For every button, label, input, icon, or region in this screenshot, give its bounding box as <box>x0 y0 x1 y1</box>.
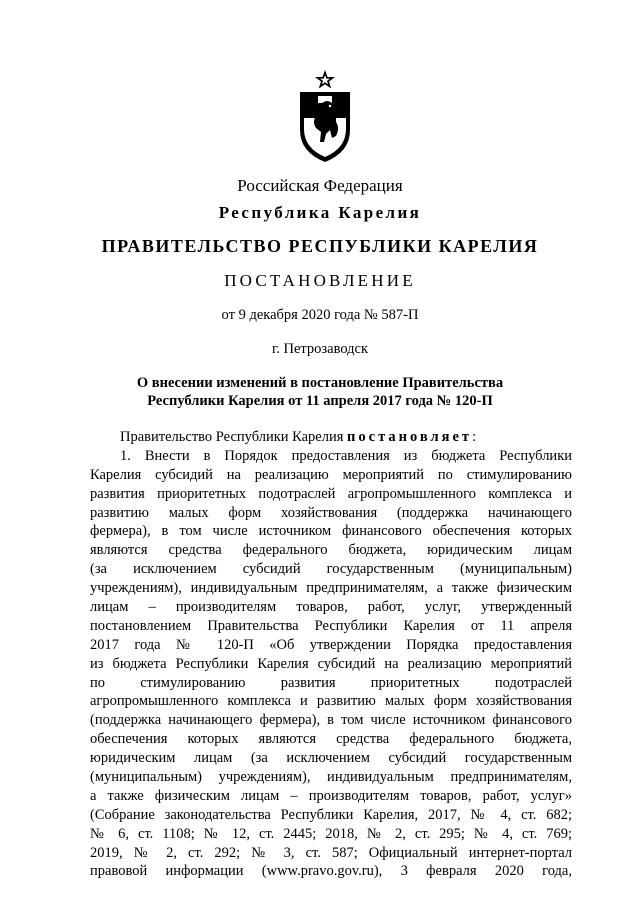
body-line: 2017 года № 120-П «Об утверждении Порядка предоставления <box>90 636 572 653</box>
country-name: Российская Федерация <box>237 176 403 195</box>
body-line: (за исключением субсидий государственным (муниципальным) <box>90 561 572 578</box>
preamble-text: Правительство Республики Карелия <box>120 429 348 445</box>
government-title: ПРАВИТЕЛЬСТВО РЕСПУБЛИКИ КАРЕЛИЯ <box>101 236 539 256</box>
body-line: (муниципальным) учреждениям), индивидуальным предпринимателям, <box>90 769 572 786</box>
document-city: г. Петрозаводск <box>271 341 369 357</box>
body-line: Карелия субсидий на реализацию мероприятий по стимулированию <box>90 466 572 483</box>
document-type: ПОСТАНОВЛЕНИЕ <box>224 271 416 290</box>
body-line: лицам – производителям товаров, работ, услуг, утвержденный <box>90 599 572 616</box>
document-subject <box>100 374 540 410</box>
body-line: (Собрание законодательства Республики Карелия, 2017, № 4, ст. 682; <box>90 806 572 823</box>
body-line: № 6, ст. 1108; № 12, ст. 2445; 2018, № 2, ст. 295; № 4, ст. 769; <box>90 825 572 842</box>
body-line: (поддержка начинающего фермера), в том числе источником финансового <box>90 712 572 729</box>
decree-word: постановляет <box>347 429 473 445</box>
body-line: развития приоритетных подотраслей агропромышленного комплекса и <box>90 485 572 502</box>
body-line: 2019, № 2, ст. 292; № 3, ст. 587; Официальный интернет-портал <box>90 844 572 861</box>
republic-name: Республика Карелия <box>218 203 422 222</box>
body-line: являются средства федерального бюджета, юридическим лицам <box>90 542 572 559</box>
body-line: постановлением Правительства Республики Карелия от 11 апреля <box>90 617 572 634</box>
body-line: а также физическим лицам – производителям товаров, работ, услуг» <box>90 787 572 804</box>
body-line: фермера), в том числе источником финансового обеспечения которых <box>90 523 572 540</box>
preamble-tail: : <box>472 429 477 445</box>
karelia-coat-of-arms-icon <box>296 68 354 164</box>
document-date-number: от 9 декабря 2020 года № 587-П <box>221 307 419 323</box>
body-line: 1. Внести в Порядок предоставления из бюджета Республики <box>120 447 572 464</box>
body-line: из бюджета Республики Карелия субсидий на реализацию мероприятий <box>90 655 572 672</box>
body-line: агропромышленного комплекса и развитию малых форм хозяйствования <box>90 693 572 710</box>
body-line: учреждениям), индивидуальным предпринимателям, а также физическим <box>90 580 572 597</box>
document-body <box>90 428 572 881</box>
subject-line: О внесении изменений в постановление Правительства <box>136 375 504 391</box>
body-line: юридическим лицам (за исключением субсидий государственным <box>90 750 572 767</box>
body-line: развитию малых форм хозяйствования (поддержка начинающего <box>90 504 572 521</box>
preamble <box>90 428 572 447</box>
body-line: по стимулированию развития приоритетных подотраслей <box>90 674 572 691</box>
body-line: правовой информации (www.pravo.gov.ru), 3 февраля 2020 года, <box>90 863 572 880</box>
body-line: обеспечения которых являются средства федерального бюджета, <box>90 731 572 748</box>
subject-line: Республики Карелия от 11 апреля 2017 года № 120-П <box>147 393 493 409</box>
